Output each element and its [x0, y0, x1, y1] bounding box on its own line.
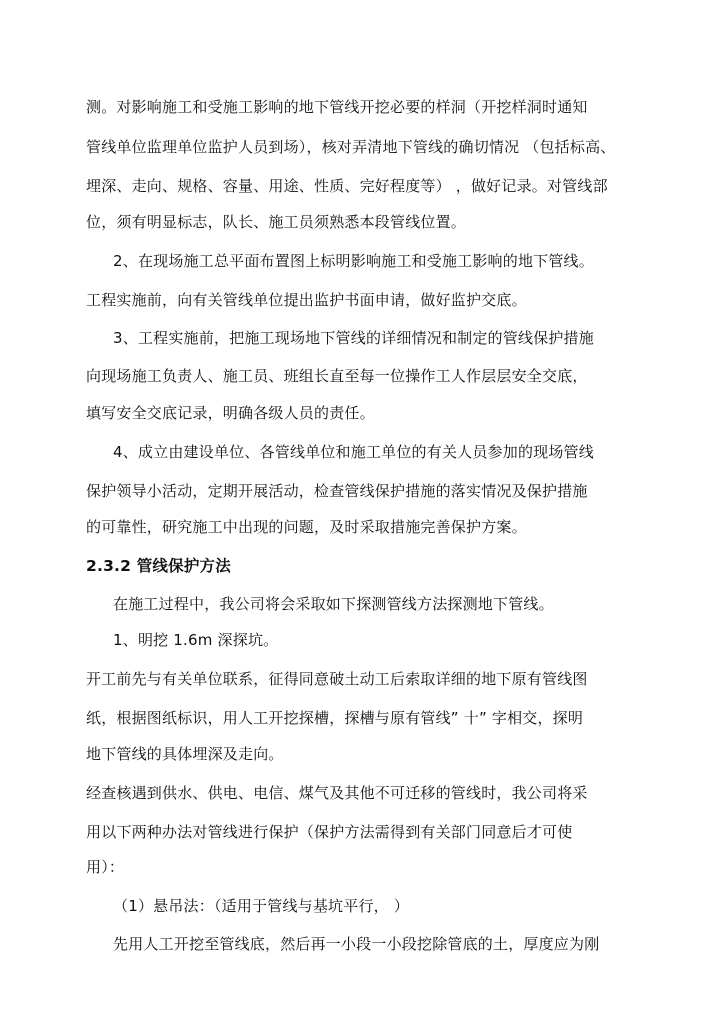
paragraph-1-line-3: 埋深、走向、规格、容量、用途、性质、完好程度等） ，做好记录。对管线部: [86, 177, 608, 195]
paragraph-1-line-4: 位，须有明显标志，队长、施工员须熟悉本段管线位置。: [86, 213, 467, 231]
paragraph-6-line-1: 开工前先与有关单位联系，征得同意破土动工后索取详细的地下原有管线图: [86, 670, 588, 688]
paragraph-1-line-2: 管线单位监理单位监护人员到场），核对弄清地下管线的确切情况 （包括标高、: [86, 138, 616, 156]
paragraph-3-line-2: 向现场施工负责人、施工员、班组长直至每一位操作工人作层层安全交底，: [86, 367, 588, 385]
paragraph-7-line-1: 经查核遇到供水、供电、电信、煤气及其他不可迁移的管线时，我公司将采: [86, 784, 588, 802]
section-heading: 2.3.2 管线保护方法: [86, 557, 231, 575]
paragraph-5: 在施工过程中，我公司将会采取如下探测管线方法探测地下管线。: [113, 595, 554, 613]
paragraph-4-line-1: 4、成立由建设单位、各管线单位和施工单位的有关人员参加的现场管线: [113, 443, 594, 461]
paragraph-8: 先用人工开挖至管线底，然后再一小段一小段挖除管底的土，厚度应为刚: [113, 935, 600, 953]
method-1-heading: （1）悬吊法：（适用于管线与基坑平行， ）: [113, 897, 410, 915]
paragraph-7-line-2: 用以下两种办法对管线进行保护（保护方法需得到有关部门同意后才可使: [86, 823, 573, 841]
paragraph-1-line-1: 测。对影响施工和受施工影响的地下管线开挖必要的样洞（开挖样洞时通知: [86, 98, 588, 116]
paragraph-2-line-1: 2、在现场施工总平面布置图上标明影响施工和受施工影响的地下管线。: [113, 252, 594, 270]
paragraph-7-line-3: 用）：: [86, 858, 125, 876]
paragraph-4-line-3: 的可靠性，研究施工中出现的问题，及时采取措施完善保护方案。: [86, 518, 527, 536]
paragraph-3-line-1: 3、工程实施前，把施工现场地下管线的详细情况和制定的管线保护措施: [113, 329, 594, 347]
paragraph-4-line-2: 保护领导小活动，定期开展活动，检查管线保护措施的落实情况及保护措施: [86, 482, 588, 500]
item-1: 1、明挖 1.6m 深探坑。: [113, 631, 279, 649]
paragraph-6-line-3: 地下管线的具体埋深及走向。: [86, 745, 284, 763]
paragraph-3-line-3: 填写安全交底记录，明确各级人员的责任。: [86, 404, 375, 422]
paragraph-2-line-2: 工程实施前，向有关管线单位提出监护书面申请，做好监护交底。: [86, 291, 527, 309]
paragraph-6-line-2: 纸，根据图纸标识，用人工开挖探槽，探槽与原有管线” 十” 字相交，探明: [86, 709, 584, 727]
